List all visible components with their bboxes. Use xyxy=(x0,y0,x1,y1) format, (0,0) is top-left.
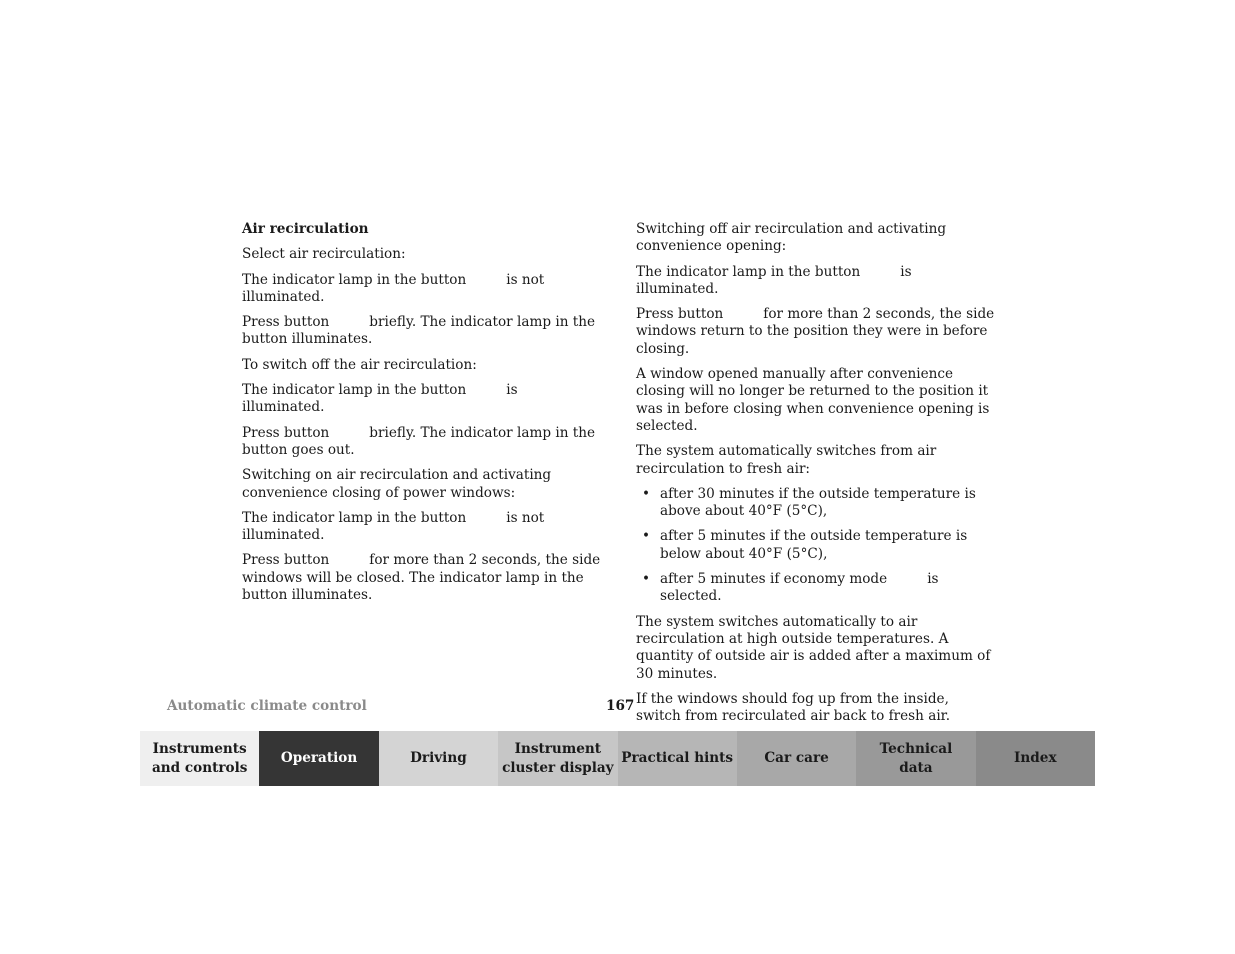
list-item xyxy=(636,571,998,606)
tab-operation[interactable]: Operation xyxy=(259,731,378,786)
paragraph xyxy=(242,272,604,307)
bullet-icon: • xyxy=(642,528,651,545)
tab-technical-data[interactable]: Technical data xyxy=(856,731,975,786)
paragraph xyxy=(242,382,604,417)
text-after-button: is illuminated. xyxy=(242,382,518,416)
paragraph xyxy=(636,306,998,358)
paragraph xyxy=(242,314,604,349)
paragraph: To switch off the air recirculation: xyxy=(242,356,477,373)
bullet-list xyxy=(636,486,998,606)
paragraph: Switching on air recirculation and activating convenience closing of power windows: xyxy=(242,467,552,501)
text-after-button: briefly. The indicator lamp in the button goes out. xyxy=(242,424,596,458)
text-before-button: Press button xyxy=(242,552,330,569)
chapter-nav-bar xyxy=(140,731,1095,786)
paragraph xyxy=(636,264,998,299)
paragraph xyxy=(242,552,604,604)
left-column xyxy=(242,221,604,612)
bullet-icon: • xyxy=(642,571,651,588)
text-before-button: Press button xyxy=(242,314,330,331)
tab-driving[interactable]: Driving xyxy=(379,731,498,786)
list-item xyxy=(636,486,998,521)
paragraph: The system automatically switches from air recirculation to fresh air: xyxy=(636,443,937,477)
text-before-button: Press button xyxy=(636,306,724,323)
text-before-button: The indicator lamp in the button xyxy=(242,382,467,399)
list-item-text: after 5 minutes if the outside temperature is below about 40°F (5°C), xyxy=(660,528,968,562)
tab-instruments-and-controls[interactable]: Instruments and controls xyxy=(140,731,259,786)
paragraph: Select air recirculation: xyxy=(242,246,406,263)
section-title: Automatic climate control xyxy=(167,698,367,714)
text-before-button: after 5 minutes if economy mode xyxy=(660,571,888,588)
tab-car-care[interactable]: Car care xyxy=(737,731,856,786)
text-after-button: is selected. xyxy=(660,571,939,605)
tab-practical-hints[interactable]: Practical hints xyxy=(618,731,737,786)
text-after-button: briefly. The indicator lamp in the button illuminates. xyxy=(242,314,596,348)
page-number: 167 xyxy=(606,698,635,714)
text-before-button: The indicator lamp in the button xyxy=(242,271,467,288)
paragraph: Switching off air recirculation and activating convenience opening: xyxy=(636,221,947,255)
paragraph: If the windows should fog up from the inside, switch from recirculated air back to fresh air. xyxy=(636,690,951,725)
tab-instrument-cluster-display[interactable]: Instrument cluster display xyxy=(498,731,617,786)
text-after-button: for more than 2 seconds, the side windows will be closed. The indicator lamp in the button illuminates. xyxy=(242,552,601,604)
paragraph: A window opened manually after convenience closing will no longer be returned to the position it was in before closing when convenience opening is selected. xyxy=(636,366,990,434)
text-before-button: Press button xyxy=(242,424,330,441)
bullet-icon: • xyxy=(642,485,651,502)
text-after-button: is not illuminated. xyxy=(242,271,545,305)
text-before-button: The indicator lamp in the button xyxy=(242,509,467,526)
text-before-button: The indicator lamp in the button xyxy=(636,263,861,280)
paragraph: The system switches automatically to air recirculation at high outside temperatures. A quantity of outside air is added after a maximum of 30 minutes. xyxy=(636,613,991,682)
list-item xyxy=(636,528,998,563)
paragraph xyxy=(242,510,604,545)
section-heading: Air recirculation xyxy=(242,221,369,237)
right-column xyxy=(636,221,998,733)
text-after-button: for more than 2 seconds, the side windows return to the position they were in before closing. xyxy=(636,306,995,357)
tab-index[interactable]: Index xyxy=(976,731,1095,786)
text-after-button: is not illuminated. xyxy=(242,509,545,544)
text-after-button: is illuminated. xyxy=(636,263,912,297)
paragraph xyxy=(242,425,604,460)
list-item-text: after 30 minutes if the outside temperature is above about 40°F (5°C), xyxy=(660,485,976,520)
